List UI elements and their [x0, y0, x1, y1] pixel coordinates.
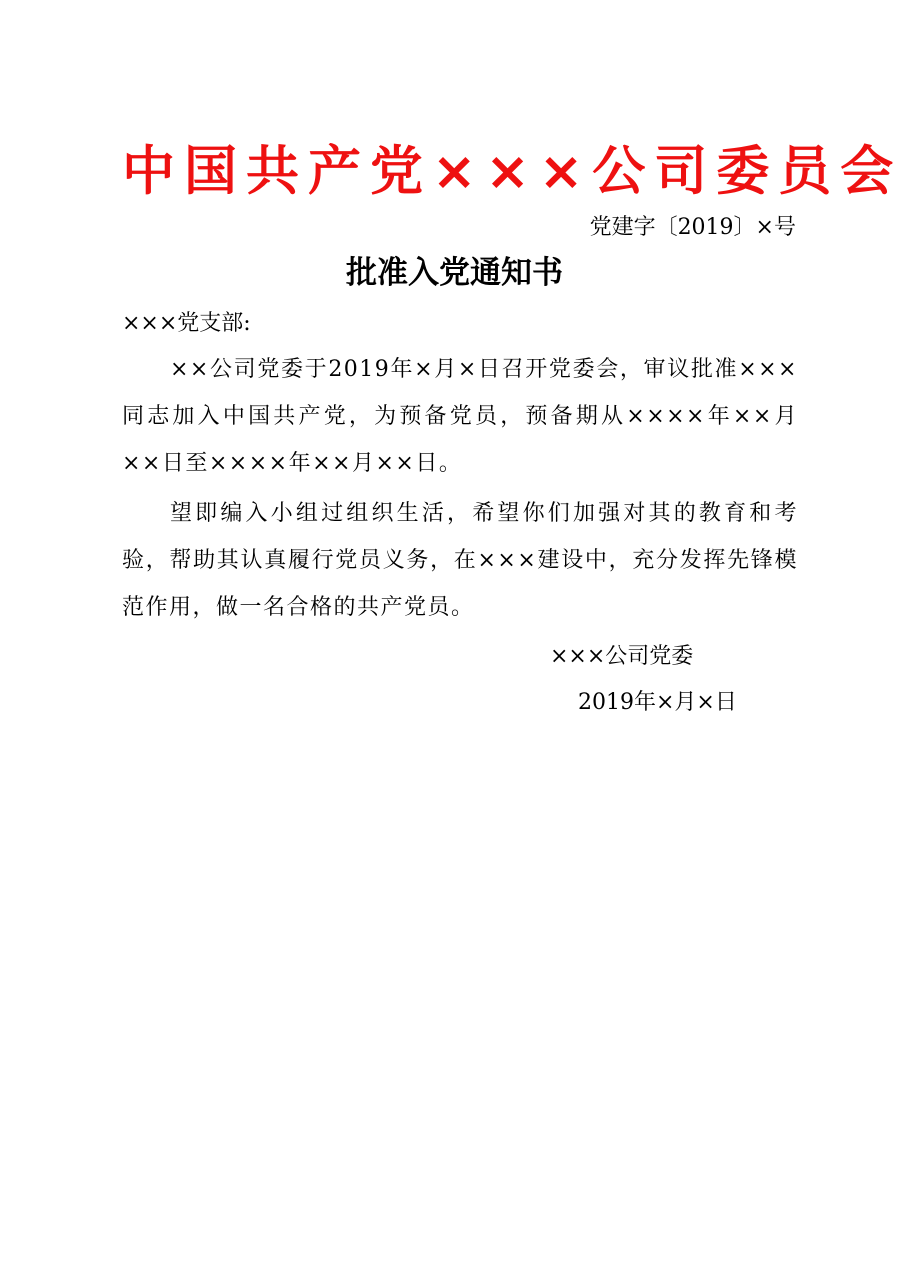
body-paragraph-2: 望即编入小组过组织生活，希望你们加强对其的教育和考验，帮助其认真履行党员义务，在×××建设中，充分发挥先锋模范作用，做一名合格的共产党员。 — [122, 501, 798, 620]
salutation: ×××党支部: — [122, 311, 251, 336]
document-title: 批准入党通知书 — [346, 255, 563, 291]
body-paragraph-1: ××公司党委于2019年×月×日召开党委会，审议批准×××同志加入中国共产党，为预备党员，预备期从××××年××月××日至××××年××月××日。 — [122, 357, 798, 476]
signature-organization: ×××公司党委 — [550, 644, 694, 669]
document-number: 党建字〔2019〕×号 — [589, 215, 796, 240]
letterhead-title: 中国共产党×××公司委员会 — [122, 141, 903, 202]
signature-date: 2019年×月×日 — [578, 690, 737, 715]
